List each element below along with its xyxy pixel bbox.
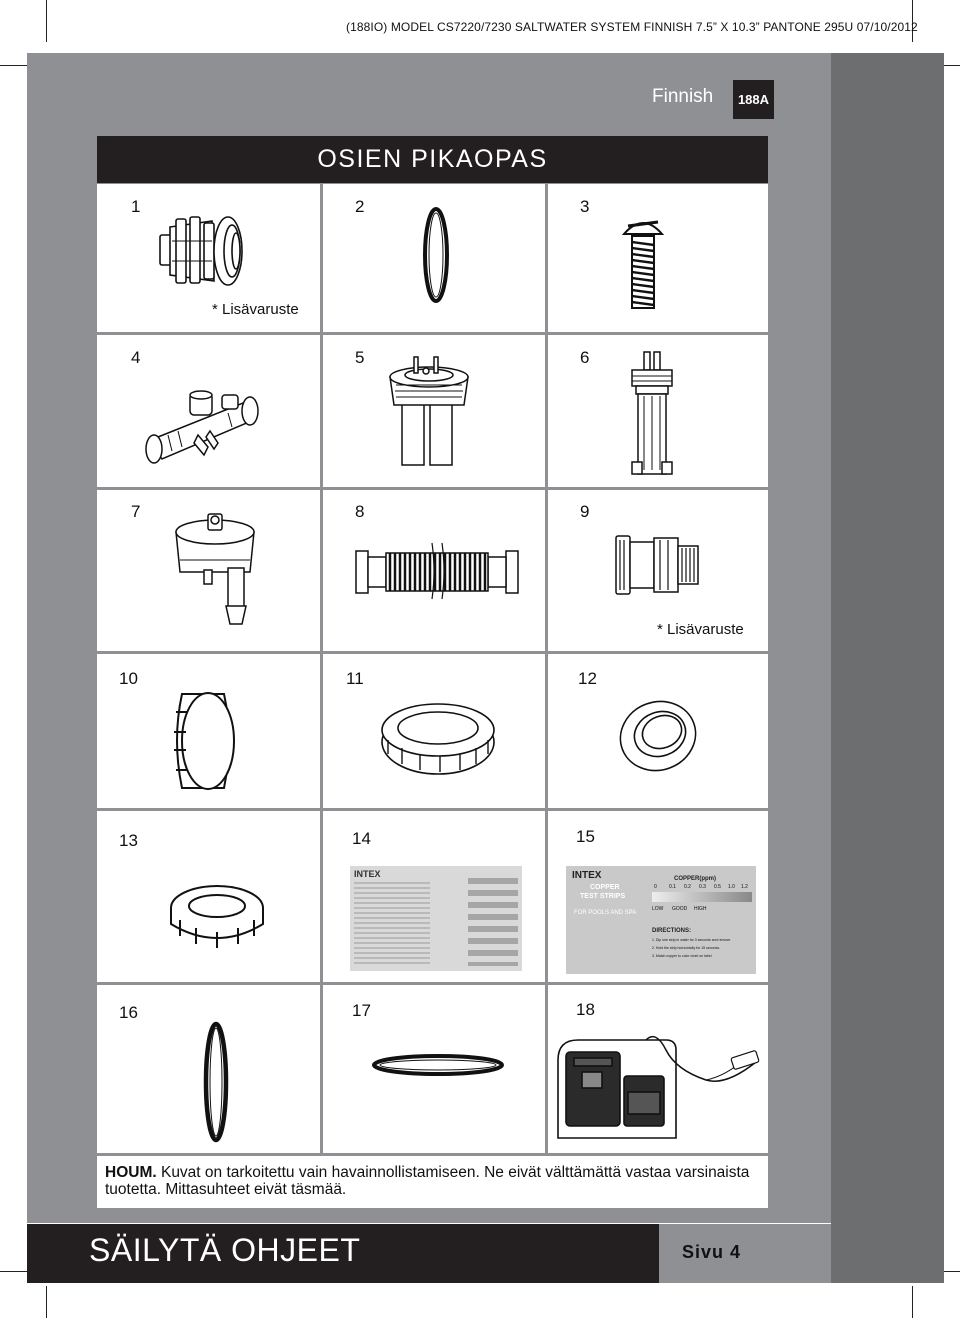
o-ring-illustration	[418, 205, 454, 305]
hose-illustration	[352, 535, 522, 605]
scale-value: 0.5	[714, 884, 721, 890]
direction-step: 2. Hold the strip horizontally for 15 seconds.	[652, 946, 721, 950]
part-number: 7	[131, 502, 141, 521]
crop-mark	[46, 1286, 47, 1318]
optional-accessory-note: * Lisävaruste	[657, 621, 744, 638]
electrode-illustration	[622, 350, 682, 480]
control-unit-illustration	[556, 1030, 766, 1142]
scale-label: GOOD	[672, 906, 688, 912]
scale-value: 0.3	[699, 884, 706, 890]
keep-instructions-title: SÄILYTÄ OHJEET	[89, 1232, 361, 1268]
part-number: 2	[355, 197, 365, 216]
copper-scale-title: COPPER(ppm)	[674, 876, 716, 882]
part-number: 4	[131, 348, 141, 367]
language-label: Finnish	[652, 86, 714, 107]
adapter-illustration	[612, 530, 702, 600]
page-code-badge: 188A	[733, 80, 774, 119]
strip-name: TEST STRIPS	[580, 893, 626, 900]
scale-label: HIGH	[694, 906, 707, 912]
part-number: 14	[352, 829, 371, 848]
disclaimer-body: Kuvat on tarkoitettu vain havainnollistamiseen. Ne eivät välttämättä vastaa varsinaista tuotetta. Mittasuhteet eivät täsmää.	[105, 1164, 750, 1198]
part-number: 18	[576, 1000, 595, 1019]
intex-logo: INTEX	[354, 869, 381, 879]
part-number: 1	[131, 197, 141, 216]
scale-value: 1.0	[728, 884, 735, 890]
part-number: 6	[580, 348, 590, 367]
strip-text-block	[354, 882, 430, 966]
scale-value: 0	[654, 884, 657, 890]
part-number: 11	[346, 669, 364, 688]
intex-logo: INTEX	[572, 870, 602, 881]
flange-ring-illustration	[616, 698, 700, 774]
strip-subtitle: FOR POOLS AND SPA	[574, 910, 637, 916]
page-title: OSIEN PIKAOPAS	[97, 136, 768, 183]
side-strip	[831, 53, 944, 1283]
scale-value: 0.2	[684, 884, 691, 890]
directions-title: DIRECTIONS:	[652, 928, 691, 934]
screw-illustration	[618, 212, 668, 312]
scale-value: 1.2	[741, 884, 748, 890]
valve-body-illustration	[138, 385, 268, 465]
direction-step: 3. Match copper to color chart on label.	[652, 954, 713, 958]
electrode-cap-illustration	[384, 355, 474, 470]
print-header: (188IO) MODEL CS7220/7230 SALTWATER SYSTEM FINNISH 7.5” X 10.3” PANTONE 295U 07/10/2012	[346, 20, 918, 34]
part-number: 10	[119, 669, 138, 688]
crop-mark	[0, 1271, 28, 1272]
scale-label: LOW	[652, 906, 664, 912]
scale-value: 0.1	[669, 884, 676, 890]
crop-mark	[912, 1286, 913, 1318]
disclaimer-bold: HOUM.	[105, 1164, 157, 1181]
part-number: 3	[580, 197, 590, 216]
part-number: 9	[580, 502, 590, 521]
crop-mark	[46, 0, 47, 42]
crop-mark	[0, 65, 28, 66]
strip-name: COPPER	[590, 884, 620, 891]
gasket-illustration	[370, 1050, 506, 1080]
cell-housing-illustration	[170, 510, 260, 630]
page-number: Sivu 4	[682, 1242, 742, 1262]
part-number: 16	[119, 1003, 138, 1022]
part-number: 12	[578, 669, 597, 688]
test-strip-card-15	[566, 866, 756, 974]
copper-color-swatches	[652, 892, 752, 902]
part-number: 5	[355, 348, 365, 367]
large-o-ring-illustration	[200, 1020, 232, 1144]
disclaimer-text	[105, 1164, 765, 1198]
nut-angled-illustration	[378, 700, 498, 780]
part-number: 13	[119, 831, 138, 850]
strip-color-chart	[468, 878, 518, 966]
part-number: 15	[576, 827, 595, 846]
hose-connector-illustration	[152, 205, 252, 295]
part-number: 8	[355, 502, 365, 521]
test-strip-card-14	[350, 866, 522, 971]
part-number: 17	[352, 1001, 371, 1020]
direction-step: 1. Dip one strip in water for 3 seconds and remove.	[652, 938, 732, 942]
nut-side-illustration	[172, 688, 238, 794]
disclaimer-note	[97, 1156, 768, 1208]
nut-front-illustration	[166, 880, 268, 952]
optional-accessory-note: * Lisävaruste	[212, 301, 299, 318]
